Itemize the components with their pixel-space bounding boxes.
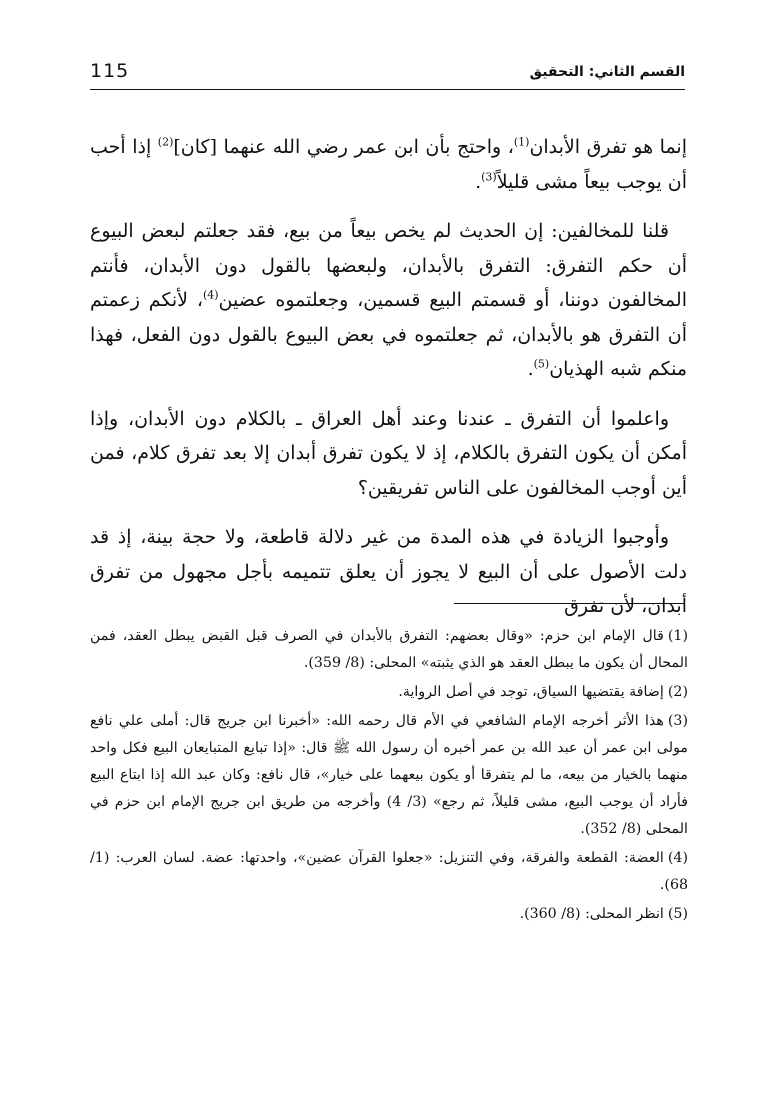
footnote-number: (4) [667,850,688,866]
footnote-text: العضة: القطعة والفرقة، وفي التنزيل: «جعلوا القرآن عضين»، واحدتها: عضة. لسان العرب: (1/ 68). [90,850,688,893]
footnote-2 [90,679,688,706]
paragraph-1-part-c: إذا أحب أن يوجب بيعاً مشى قليلاً [90,136,687,193]
footnote-ref-3: (3) [481,170,497,184]
footnotes [90,623,688,930]
footnote-ref-4: (4) [202,288,219,302]
paragraph-1-part-d: . [475,170,482,193]
footnote-text: قال الإمام ابن حزم: «وقال بعضهم: التفرق بالأبدان في الصرف قبل القبض يبطل العقد، فمن المحال أن يكون ما يبطل العقد هو الذي يثبته» المحلى: (8/ 359). [90,628,688,671]
paragraph-2-part-a: قلنا للمخالفين: إن الحديث لم يخص بيعاً من بيع، فقد جعلتم لبعض البيوع أن حكم التفرق: التفرق بالأبدان، ولبعضها بالقول دون الأبدان، فأنتم المخالفون دوننا، أو قسمتم البيع قسمين، وجعلتموه عضين [90,220,687,311]
paragraph-1 [90,130,687,199]
footnote-ref-1: (1) [513,135,530,149]
footnote-ref-5: (5) [533,357,550,371]
footnote-text: انظر المحلى: (8/ 360). [519,906,664,922]
page-number: 115 [90,60,130,82]
footnote-4 [90,845,688,899]
paragraph-2-part-c: . [527,358,534,380]
footnote-text: هذا الأثر أخرجه الإمام الشافعي في الأم قال رحمه الله: «أخبرنا ابن جريج قال: أملى علي نافع مولى ابن عمر أن عبد الله بن عمر أخبره أن رسول الله ﷺ قال: «إذا تبايع المتبايعان البيع فكل واحد منهما بالخيار من بيعه، ما لم يتفرقا أو يكون بيعهما على خيار»، قال نافع: وكان عبد الله إذا ابتاع البيع فأراد أن يوجب البيع، مشى قليلاً، ثم رجع» (3/ 4) وأخرجه من طريق ابن جريج الإمام ابن حزم في المحلى (8/ 352). [90,713,688,837]
page-header [90,58,685,88]
footnote-5 [90,901,688,928]
paragraph-1-part-a: إنما هو تفرق الأبدان [529,136,687,158]
footnote-text: إضافة يقتضيها السياق، توجد في أصل الرواية. [398,684,664,700]
footnote-3 [90,708,688,843]
footnote-1 [90,623,688,677]
paragraph-4: وأوجبوا الزيادة في هذه المدة من غير دلالة قاطعة، ولا حجة بينة، إذ قد دلت الأصول على أن البيع لا يجوز أن يعلق تتميمه بأجل مجهول من تفرق أبدان، لأن تفرق [90,526,687,617]
header-rule [90,89,685,90]
footnote-number: (1) [667,628,688,644]
footnote-ref-2: (2) [157,135,174,149]
paragraph-2-part-b: ، لأنكم زعمتم أن التفرق هو بالأبدان، ثم جعلتموه في بعض البيوع بالقول دون الفعل، فهذا منكم شبه الهذيان [90,289,687,380]
paragraph-3: واعلموا أن التفرق ـ عندنا وعند أهل العراق ـ بالكلام دون الأبدان، وإذا أمكن أن يكون التفرق بالكلام، إذ لا يكون تفرق أبدان إلا بعد تفرق كلام، فمن أين أوجب المخالفون على الناس تفريقين؟ [90,407,687,499]
footnote-number: (3) [667,713,688,729]
paragraph-1-part-b: ، واحتج بأن ابن عمر رضي الله عنهما [كان] [173,136,514,158]
footnote-number: (2) [667,684,688,700]
running-head: القسم الثاني: التحقيق [529,64,685,80]
footnote-number: (5) [667,906,688,922]
main-text [90,130,687,639]
footnote-separator [454,603,684,604]
paragraph-2 [90,214,687,387]
